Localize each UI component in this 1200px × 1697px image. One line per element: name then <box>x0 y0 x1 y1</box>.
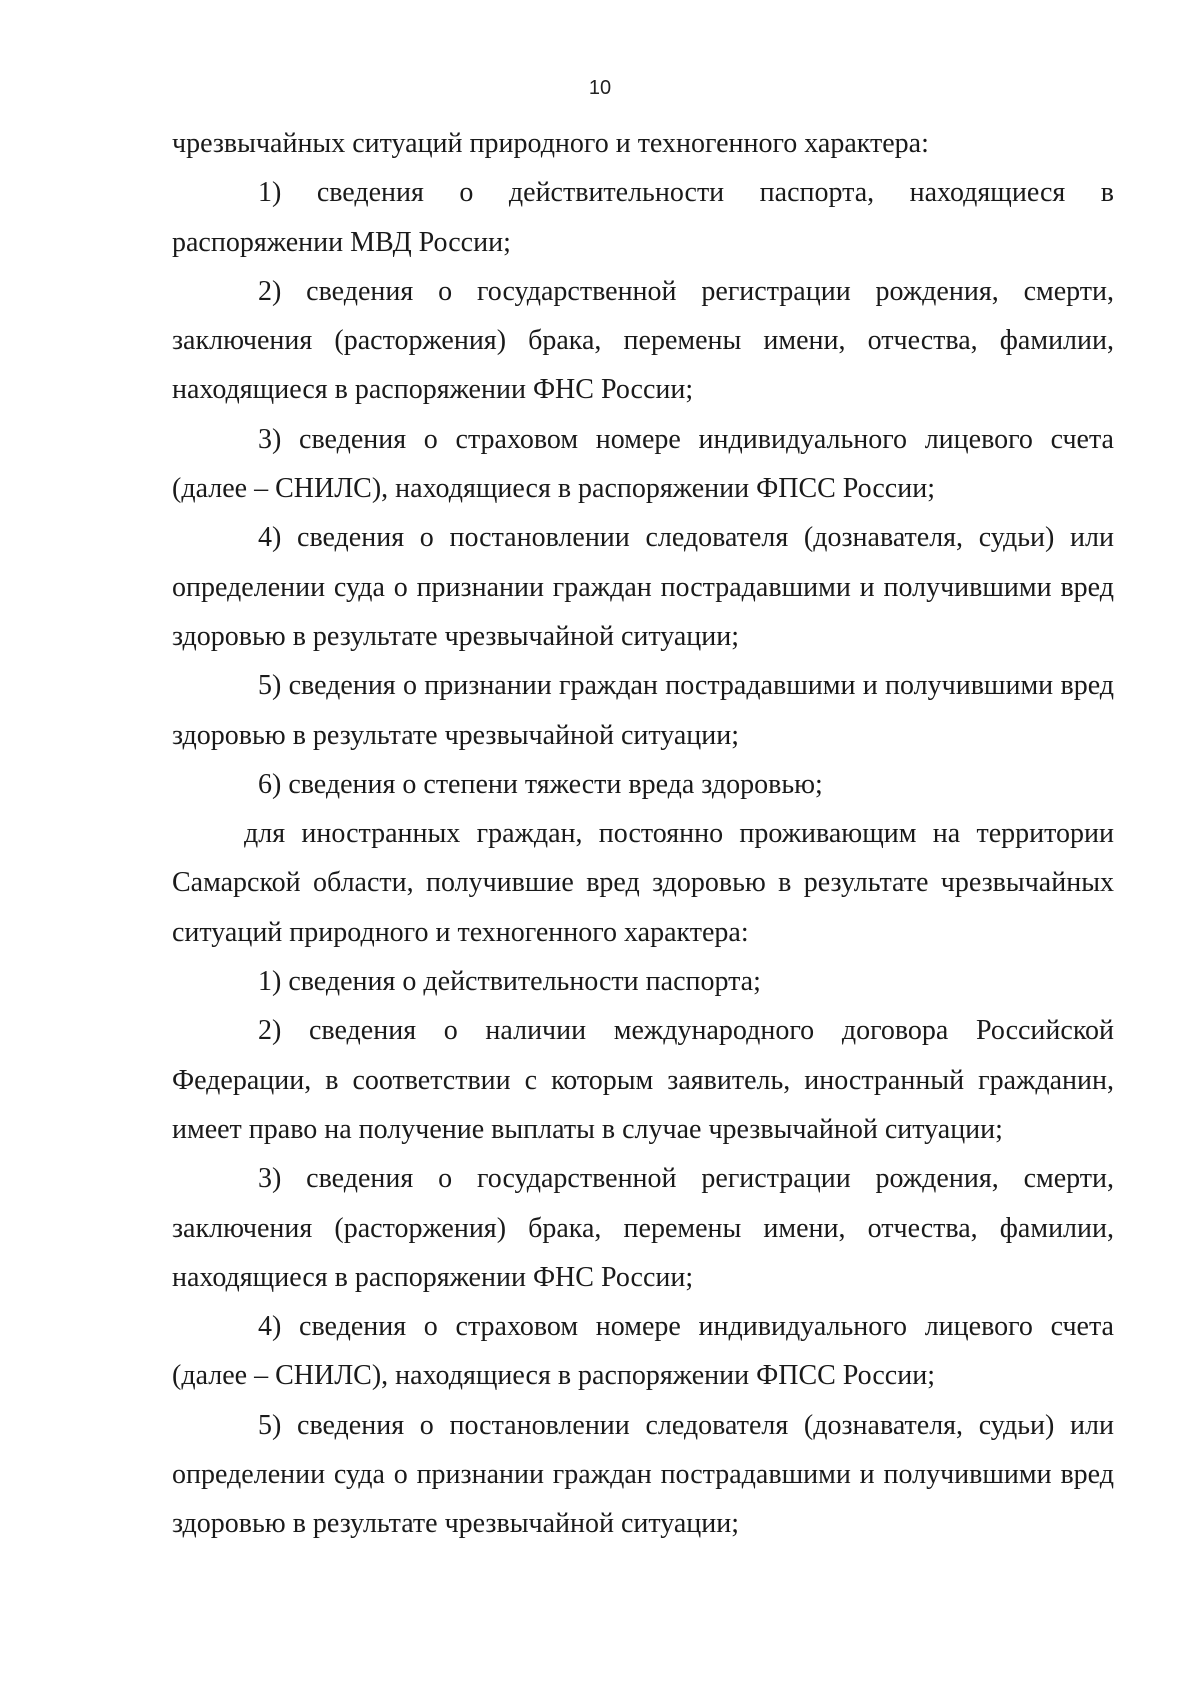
list-item-3-civil-registration-foreign: 3) сведения о государственной регистрации рождения, смерти, заключения (расторжения) брака, перемены имени, отчества, фамилии, находящиеся в распоряжении ФНС России; <box>172 1163 1114 1293</box>
list-item-1-passport-validity-foreign: 1) сведения о действительности паспорта; <box>258 966 761 998</box>
list-item-5-victim-recognition: 5) сведения о признании граждан пострадавшими и получившими вред здоровью в результате чрезвычайной ситуации; <box>172 670 1114 751</box>
list-item-3-snils: 3) сведения о страховом номере индивидуального лицевого счета (далее – СНИЛС), находящиеся в распоряжении ФПСС России; <box>172 423 1114 505</box>
page-number: 10 <box>588 77 612 99</box>
list-item-6-harm-severity: 6) сведения о степени тяжести вреда здоровью; <box>258 768 823 800</box>
list-item-2-international-treaty: 2) сведения о наличии международного договора Российской Федерации, в соответствии с которым заявитель, иностранный гражданин, имеет право на получение выплаты в случае чрезвычайной ситуации; <box>172 1015 1114 1145</box>
paragraph-foreign-citizens-intro: для иностранных граждан, постоянно проживающим на территории Самарской области, получившие вред здоровью в результате чрезвычайных ситуаций природного и техногенного характера: <box>172 818 1114 948</box>
list-item-5-investigator-decision-foreign: 5) сведения о постановлении следователя (дознавателя, судьи) или определении суда о признании граждан пострадавшими и получившими вред здоровью в результате чрезвычайной ситуации; <box>172 1409 1114 1540</box>
list-item-1-passport-validity: 1) сведения о действительности паспорта, находящиеся в распоряжении МВД России; <box>172 177 1114 258</box>
list-item-4-snils-foreign: 4) сведения о страховом номере индивидуального лицевого счета (далее – СНИЛС), находящиеся в распоряжении ФПСС России; <box>172 1311 1114 1392</box>
list-item-2-civil-registration: 2) сведения о государственной регистрации рождения, смерти, заключения (расторжения) брака, перемены имени, отчества, фамилии, находящиеся в распоряжении ФНС России; <box>172 275 1114 406</box>
paragraph-continuation: чрезвычайных ситуаций природного и техногенного характера: <box>172 128 929 159</box>
list-item-4-investigator-decision: 4) сведения о постановлении следователя (дознавателя, судьи) или определении суда о признании граждан пострадавшими и получившими вред здоровью в результате чрезвычайной ситуации; <box>172 522 1114 652</box>
document-body <box>172 119 1114 1549</box>
